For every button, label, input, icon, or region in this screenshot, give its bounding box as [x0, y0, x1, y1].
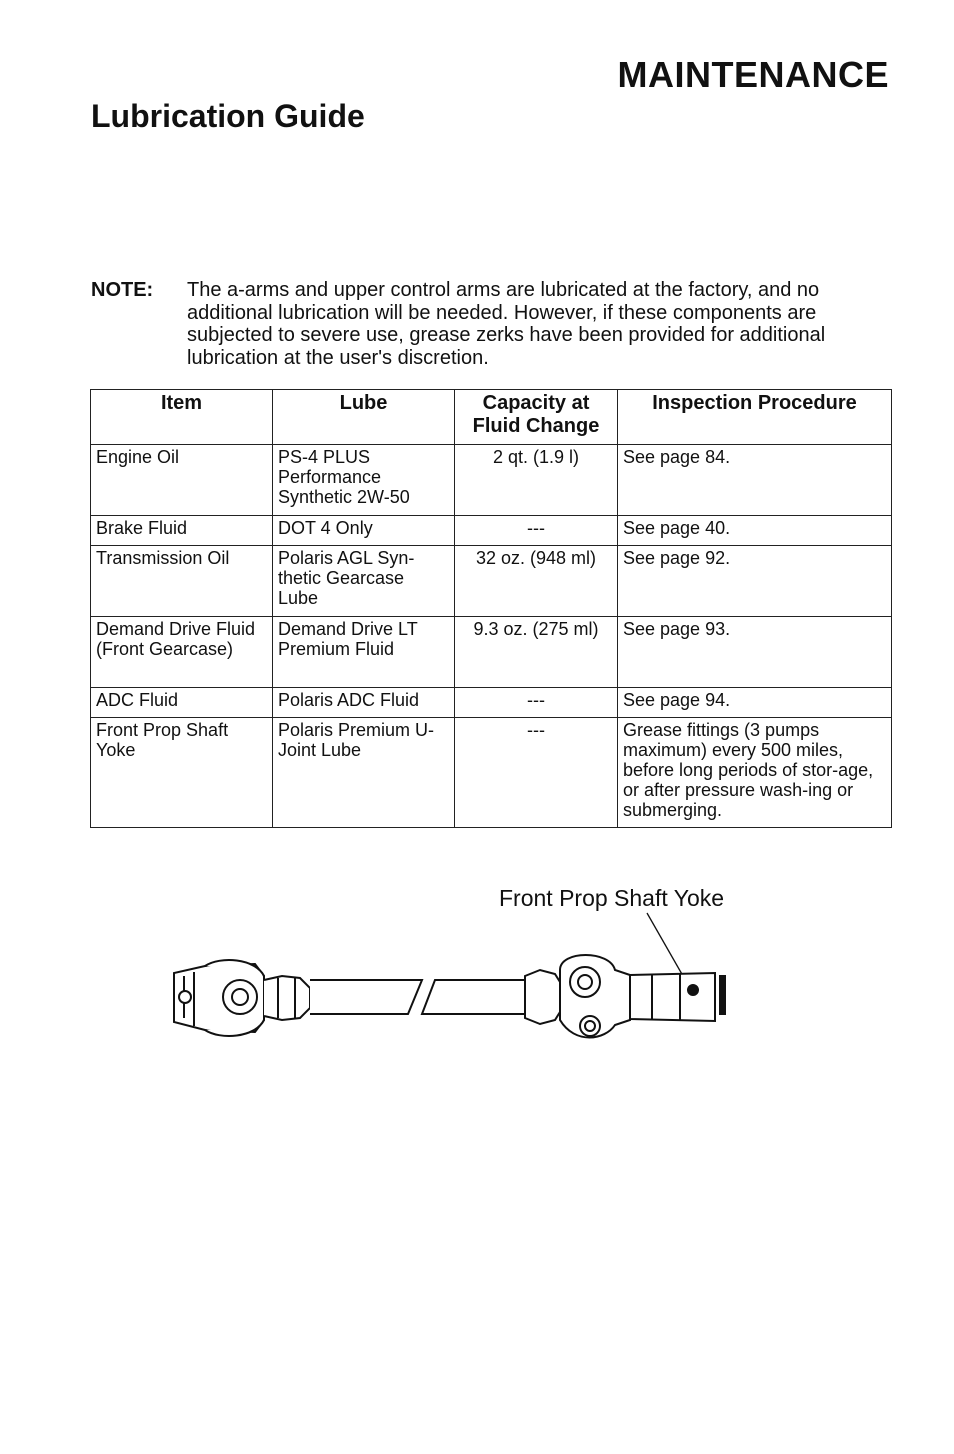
shaft-tube-drawing: [310, 980, 525, 1014]
cell-item: Transmission Oil: [91, 546, 273, 617]
column-header-item: Item: [91, 390, 273, 445]
cell-procedure: See page 93.: [618, 617, 892, 688]
cell-procedure: See page 94.: [618, 688, 892, 718]
lubrication-table: [90, 389, 892, 828]
note-label: NOTE:: [91, 279, 154, 301]
cell-lube: Demand Drive LT Premium Fluid: [273, 617, 455, 688]
cell-procedure: Grease fittings (3 pumps maximum) every 500 miles, before long periods of stor-age, or after pressure wash-ing or submerging.: [618, 718, 892, 828]
cell-procedure: See page 84.: [618, 445, 892, 516]
prop-shaft-illustration: [160, 880, 780, 1060]
table-row: [91, 718, 892, 828]
table-row: [91, 546, 892, 617]
cell-capacity: 32 oz. (948 ml): [455, 546, 618, 617]
column-header-procedure: Inspection Procedure: [618, 390, 892, 445]
left-u-joint-drawing: [174, 960, 310, 1036]
cell-capacity: 9.3 oz. (275 ml): [455, 617, 618, 688]
cell-lube: Polaris ADC Fluid: [273, 688, 455, 718]
cell-capacity: ---: [455, 516, 618, 546]
note-text: The a-arms and upper control arms are lubricated at the factory, and no additional lubrication will be needed. However, if these components are subjected to severe use, grease zerks have been provided for additional lubrication at the user's discretion.: [187, 279, 826, 369]
cell-item: Front Prop Shaft Yoke: [91, 718, 273, 828]
table-row: [91, 445, 892, 516]
note-block: [91, 279, 891, 369]
cell-lube: PS-4 PLUS Performance Synthetic 2W-50: [273, 445, 455, 516]
cell-lube: DOT 4 Only: [273, 516, 455, 546]
section-title: MAINTENANCE: [617, 54, 889, 95]
cell-item: ADC Fluid: [91, 688, 273, 718]
cell-capacity: ---: [455, 688, 618, 718]
cell-item: Brake Fluid: [91, 516, 273, 546]
table-header-row: [91, 390, 892, 445]
cell-lube: Polaris AGL Syn-thetic Gearcase Lube: [273, 546, 455, 617]
cell-item: Engine Oil: [91, 445, 273, 516]
right-u-joint-drawing: [525, 955, 725, 1038]
cell-item: Demand Drive Fluid (Front Gearcase): [91, 617, 273, 688]
table-row: [91, 617, 892, 688]
column-header-capacity: Capacity at Fluid Change: [455, 390, 618, 445]
cell-procedure: See page 40.: [618, 516, 892, 546]
table-row: [91, 516, 892, 546]
column-header-lube: Lube: [273, 390, 455, 445]
page-title: Lubrication Guide: [91, 98, 365, 134]
table-row: [91, 688, 892, 718]
cell-lube: Polaris Premium U-Joint Lube: [273, 718, 455, 828]
cell-capacity: ---: [455, 718, 618, 828]
figure-callout-label: Front Prop Shaft Yoke: [499, 885, 725, 911]
cell-capacity: 2 qt. (1.9 l): [455, 445, 618, 516]
cell-procedure: See page 92.: [618, 546, 892, 617]
